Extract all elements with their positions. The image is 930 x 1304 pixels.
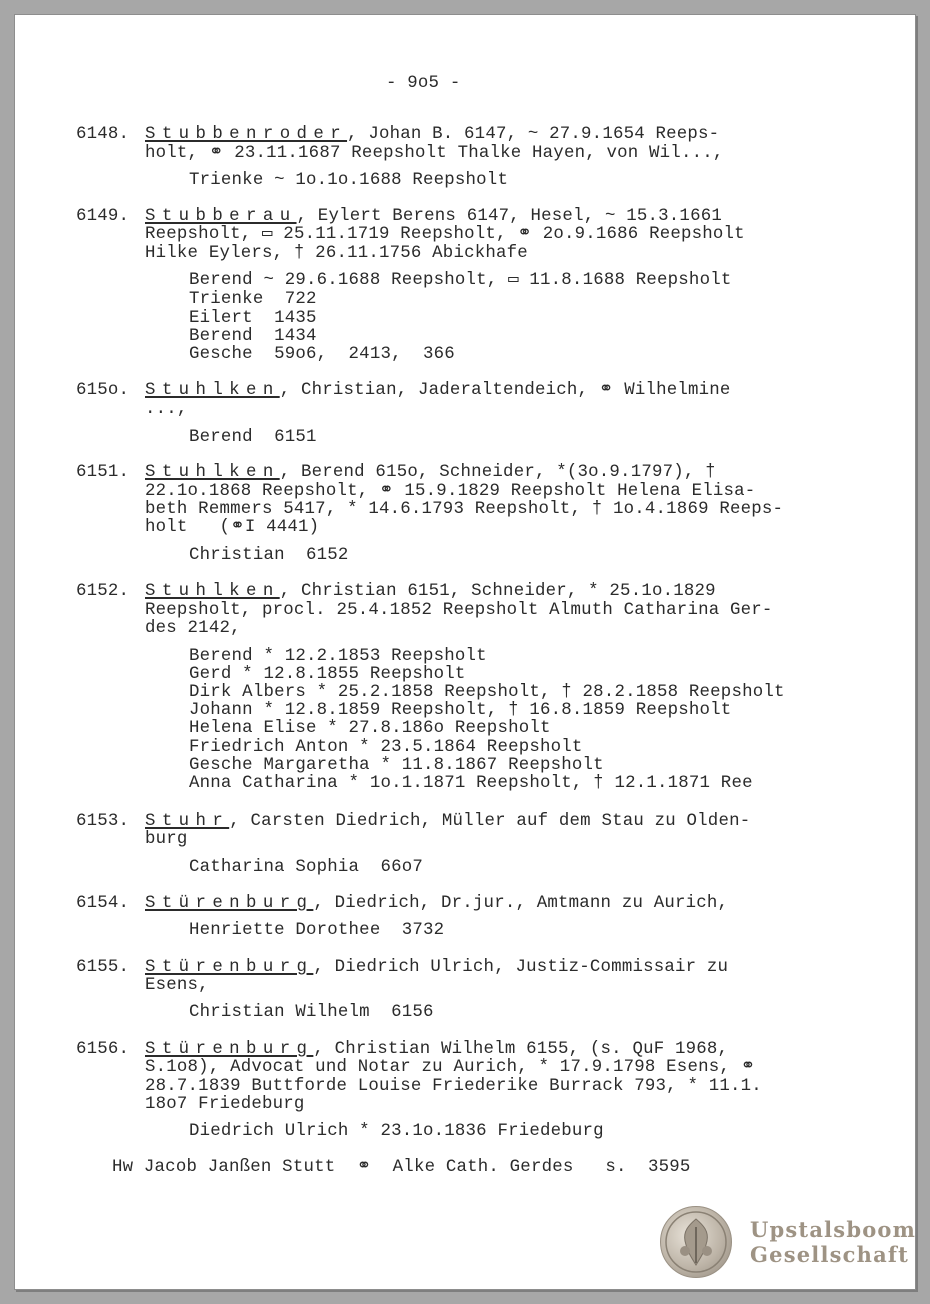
society-seal-icon [660, 1206, 732, 1278]
child-line: Christian 6152 [189, 546, 349, 565]
surname: Stürenburg [145, 1040, 314, 1059]
child-line: Gerd * 12.8.1855 Reepsholt [189, 665, 466, 684]
child-line: Henriette Dorothee 3732 [189, 921, 445, 940]
entry-text: , Eylert Berens 6147, Hesel, ~ 15.3.1661 [296, 207, 722, 226]
surname: Stürenburg [145, 958, 314, 977]
entry-text: des 2142, [145, 619, 241, 638]
entry-number: 6155. [76, 958, 130, 977]
surname: Stuhlken [145, 582, 280, 601]
entry-heading [145, 895, 728, 914]
surname: Stuhlken [145, 381, 280, 400]
child-line: Berend * 12.2.1853 Reepsholt [189, 647, 487, 666]
child-line: Dirk Albers * 25.2.1858 Reepsholt, † 28.2.1858 Reepsholt [189, 683, 785, 702]
surname: Stubberau [145, 207, 297, 226]
surname: Stürenburg [145, 894, 314, 913]
page-number: - 9o5 - [386, 74, 461, 93]
surname: Stuhr [145, 812, 230, 831]
child-line: Berend 6151 [189, 428, 317, 447]
entry-heading [145, 208, 722, 227]
child-line: Christian Wilhelm 6156 [189, 1003, 434, 1022]
entry-text: , Christian Wilhelm 6155, (s. QuF 1968, [313, 1040, 729, 1059]
entry-text: Reepsholt, procl. 25.4.1852 Reepsholt Almuth Catharina Ger- [145, 601, 773, 620]
child-line: Anna Catharina * 1o.1.1871 Reepsholt, † 12.1.1871 Ree [189, 774, 753, 793]
child-line: Berend 1434 [189, 327, 317, 346]
entry-number: 6152. [76, 582, 130, 601]
entry-heading [145, 382, 731, 401]
entry-number: 6151. [76, 463, 130, 482]
entry-heading [145, 1041, 728, 1060]
entry-number: 6156. [76, 1040, 130, 1059]
society-name-line1: Upstalsboom [750, 1217, 917, 1242]
entry-text: ..., [145, 400, 188, 419]
child-line: Friedrich Anton * 23.5.1864 Reepsholt [189, 738, 583, 757]
child-line: Helena Elise * 27.8.186o Reepsholt [189, 719, 551, 738]
footnote: Hw Jacob Janßen Stutt ⚭ Alke Cath. Gerdes s. 3595 [112, 1158, 691, 1177]
society-name-line2: Gesellschaft [750, 1242, 910, 1267]
entry-text: Reepsholt, ▭ 25.11.1719 Reepsholt, ⚭ 2o.9.1686 Reepsholt [145, 225, 745, 244]
entry-text: 28.7.1839 Buttforde Louise Friederike Burrack 793, * 11.1. [145, 1077, 762, 1096]
child-line: Trienke 722 [189, 290, 317, 309]
entry-text: burg [145, 830, 188, 849]
entry-text: beth Remmers 5417, * 14.6.1793 Reepsholt, † 1o.4.1869 Reeps- [145, 500, 784, 519]
entry-text: , Christian, Jaderaltendeich, ⚭ Wilhelmine [279, 381, 731, 400]
entry-text: , Berend 615o, Schneider, *(3o.9.1797), † [279, 463, 716, 482]
entry-number: 6148. [76, 125, 130, 144]
entry-text: , Diedrich Ulrich, Justiz-Commissair zu [313, 958, 729, 977]
entry-text: , Diedrich, Dr.jur., Amtmann zu Aurich, [313, 894, 729, 913]
entry-heading [145, 464, 716, 483]
entry-heading [145, 813, 750, 832]
entry-text: Esens, [145, 976, 209, 995]
entry-text: Hilke Eylers, † 26.11.1756 Abickhafe [145, 244, 528, 263]
entry-text: holt, ⚭ 23.11.1687 Reepsholt Thalke Hayen, von Wil..., [145, 144, 724, 163]
child-line: Catharina Sophia 66o7 [189, 858, 423, 877]
entry-text: , Carsten Diedrich, Müller auf dem Stau zu Olden- [229, 812, 751, 831]
entry-number: 615o. [76, 381, 130, 400]
entry-heading [145, 959, 728, 978]
child-line: Berend ~ 29.6.1688 Reepsholt, ▭ 11.8.1688 Reepsholt [189, 271, 732, 290]
entry-number: 6149. [76, 207, 130, 226]
entry-text: 18o7 Friedeburg [145, 1095, 305, 1114]
surname: Stuhlken [145, 463, 280, 482]
child-line: Diedrich Ulrich * 23.1o.1836 Friedeburg [189, 1122, 604, 1141]
entry-text: , Christian 6151, Schneider, * 25.1o.1829 [279, 582, 716, 601]
child-line: Trienke ~ 1o.1o.1688 Reepsholt [189, 171, 509, 190]
entry-text: 22.1o.1868 Reepsholt, ⚭ 15.9.1829 Reepsholt Helena Elisa- [145, 482, 756, 501]
entry-text: , Johan B. 6147, ~ 27.9.1654 Reeps- [347, 125, 720, 144]
child-line: Gesche 59o6, 2413, 366 [189, 345, 455, 364]
child-line: Eilert 1435 [189, 309, 317, 328]
entry-number: 6153. [76, 812, 130, 831]
entry-heading [145, 583, 716, 602]
entry-text: holt (⚭I 4441) [145, 518, 320, 537]
child-line: Johann * 12.8.1859 Reepsholt, † 16.8.1859 Reepsholt [189, 701, 732, 720]
entry-heading [145, 126, 719, 145]
child-line: Gesche Margaretha * 11.8.1867 Reepsholt [189, 756, 604, 775]
entry-number: 6154. [76, 894, 130, 913]
surname: Stubbenroder [145, 125, 348, 144]
entry-text: S.1o8), Advocat und Notar zu Aurich, * 17.9.1798 Esens, ⚭ [145, 1058, 756, 1077]
